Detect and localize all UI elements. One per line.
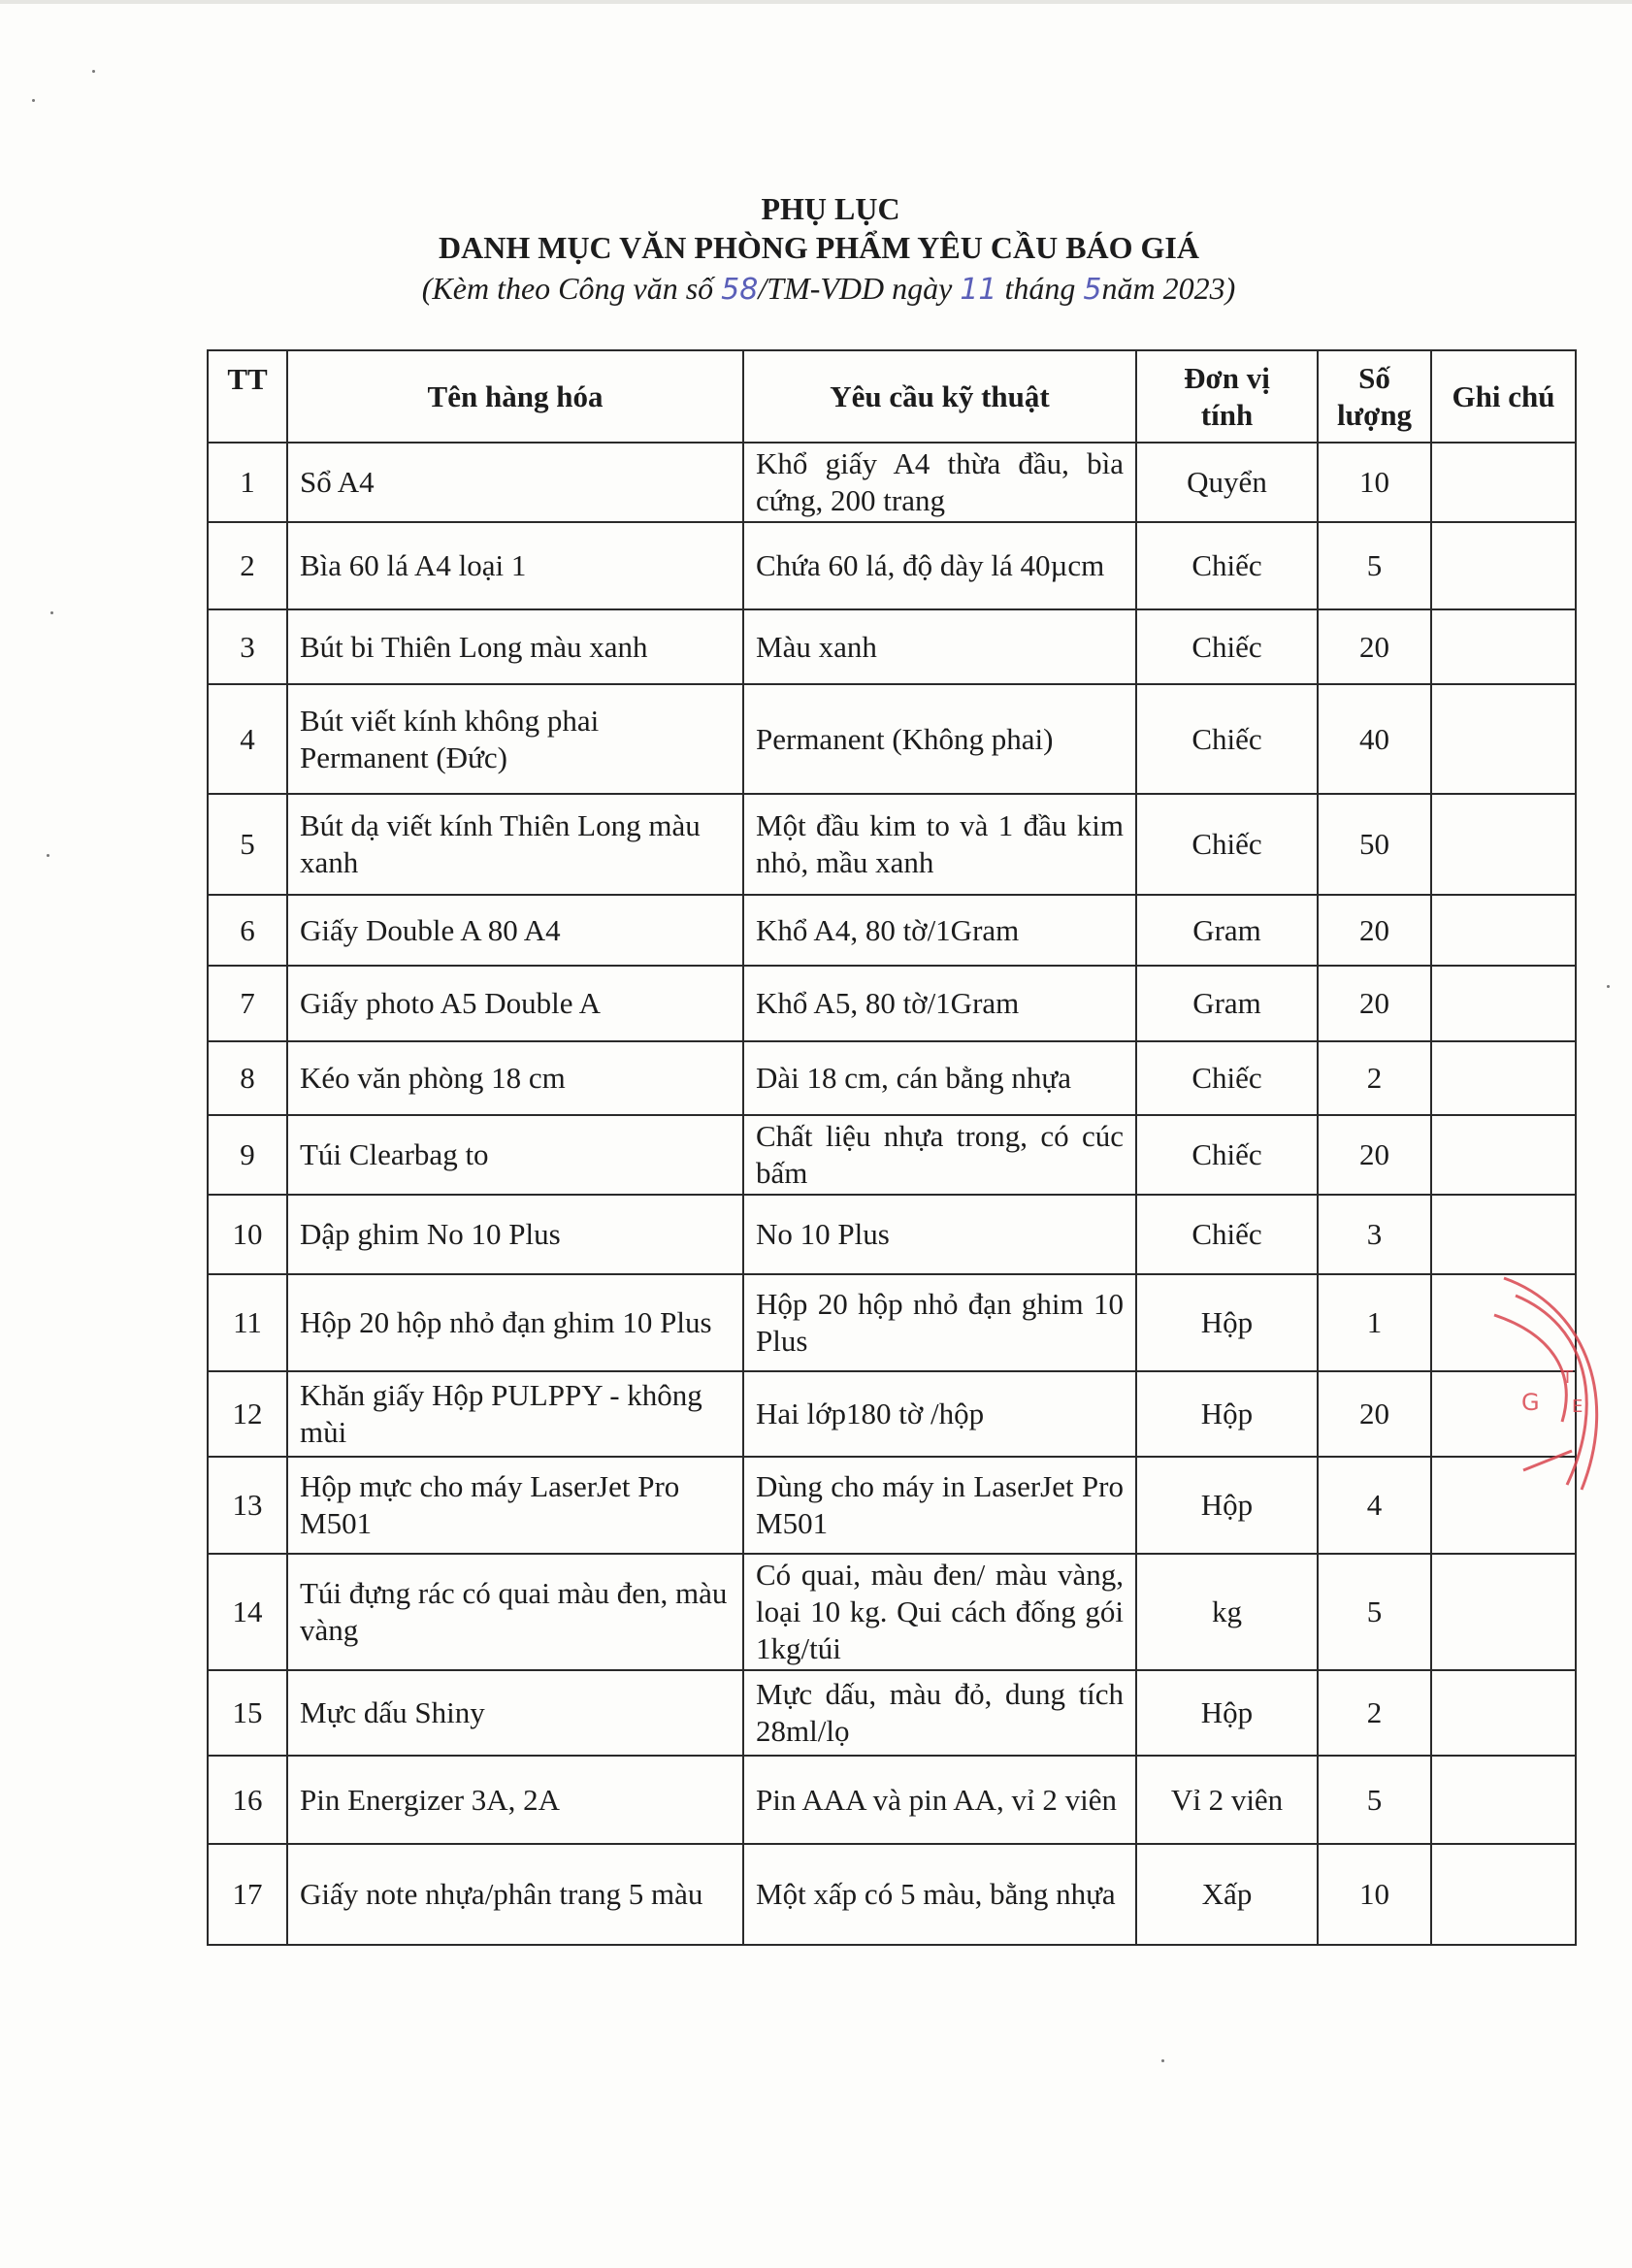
cell-unit: Chiếc: [1136, 1115, 1318, 1195]
scan-speck: [1161, 2059, 1164, 2062]
cell-name: Hộp mực cho máy LaserJet Pro M501: [287, 1457, 743, 1554]
cell-qty: 10: [1318, 443, 1431, 522]
scan-speck: [47, 854, 49, 857]
col-header-tt: TT: [208, 350, 287, 443]
cell-note: [1431, 1115, 1576, 1195]
cell-tt: 10: [208, 1195, 287, 1274]
cell-qty: 20: [1318, 609, 1431, 684]
cell-note: [1431, 794, 1576, 895]
cell-spec: No 10 Plus: [743, 1195, 1136, 1274]
cell-name: Túi đựng rác có quai màu đen, màu vàng: [287, 1554, 743, 1670]
seal-letter: E: [1572, 1397, 1583, 1417]
cell-tt: 16: [208, 1756, 287, 1844]
table-row: [208, 443, 1576, 522]
col-header-spec: Yêu cầu kỹ thuật: [743, 350, 1136, 443]
cell-spec: Dài 18 cm, cán bằng nhựa: [743, 1041, 1136, 1115]
table-row: [208, 966, 1576, 1041]
items-table: [207, 349, 1577, 1946]
cell-unit: Hộp: [1136, 1274, 1318, 1371]
cell-tt: 14: [208, 1554, 287, 1670]
cell-unit: Xấp: [1136, 1844, 1318, 1945]
cell-spec: Hai lớp180 tờ /hộp: [743, 1371, 1136, 1457]
cell-note: [1431, 1041, 1576, 1115]
cell-tt: 12: [208, 1371, 287, 1457]
cell-note: [1431, 966, 1576, 1041]
cell-name: Bút bi Thiên Long màu xanh: [287, 609, 743, 684]
cell-qty: 1: [1318, 1274, 1431, 1371]
cell-note: [1431, 443, 1576, 522]
cell-unit: Chiếc: [1136, 794, 1318, 895]
table-row: [208, 609, 1576, 684]
cell-tt: 1: [208, 443, 287, 522]
cell-spec: Khổ A4, 80 tờ/1Gram: [743, 895, 1136, 966]
col-header-note: Ghi chú: [1431, 350, 1576, 443]
cell-note: [1431, 684, 1576, 794]
col-header-unit-line1: Đơn vị: [1184, 360, 1270, 395]
cell-spec: Permanent (Không phai): [743, 684, 1136, 794]
cell-unit: Chiếc: [1136, 1195, 1318, 1274]
cell-qty: 3: [1318, 1195, 1431, 1274]
cell-tt: 15: [208, 1670, 287, 1756]
cell-spec: Có quai, màu đen/ màu vàng, loại 10 kg. Qui cách đống gói 1kg/túi: [743, 1554, 1136, 1670]
cell-spec: Khổ giấy A4 thừa đầu, bìa cứng, 200 trang: [743, 443, 1136, 522]
cell-qty: 10: [1318, 1844, 1431, 1945]
col-header-qty-line2: lượng: [1336, 397, 1413, 432]
cell-unit: Quyển: [1136, 443, 1318, 522]
table-row: [208, 1115, 1576, 1195]
handwritten-month: 5: [1083, 273, 1102, 307]
cell-qty: 4: [1318, 1457, 1431, 1554]
ref-code: /TM-VDD ngày: [758, 271, 953, 306]
table-row: [208, 1670, 1576, 1756]
cell-spec: Một xấp có 5 màu, bằng nhựa: [743, 1844, 1136, 1945]
cell-unit: Hộp: [1136, 1670, 1318, 1756]
cell-qty: 20: [1318, 966, 1431, 1041]
cell-note: [1431, 1670, 1576, 1756]
cell-tt: 9: [208, 1115, 287, 1195]
table-body: [208, 443, 1576, 1945]
cell-spec: Hộp 20 hộp nhỏ đạn ghim 10 Plus: [743, 1274, 1136, 1371]
cell-tt: 3: [208, 609, 287, 684]
col-header-qty: [1318, 350, 1431, 443]
cell-name: Hộp 20 hộp nhỏ đạn ghim 10 Plus: [287, 1274, 743, 1371]
handwritten-day: 11: [960, 273, 997, 307]
cell-qty: 5: [1318, 522, 1431, 609]
cell-unit: Chiếc: [1136, 522, 1318, 609]
cell-qty: 5: [1318, 1756, 1431, 1844]
cell-name: Pin Energizer 3A, 2A: [287, 1756, 743, 1844]
cell-unit: kg: [1136, 1554, 1318, 1670]
cell-note: [1431, 1554, 1576, 1670]
scan-speck: [32, 99, 35, 102]
cell-tt: 8: [208, 1041, 287, 1115]
doc-reference: [25, 267, 1632, 312]
cell-qty: 20: [1318, 1115, 1431, 1195]
cell-name: Kéo văn phòng 18 cm: [287, 1041, 743, 1115]
col-header-unit-line2: tính: [1200, 397, 1254, 432]
table-row: [208, 1371, 1576, 1457]
cell-name: Bìa 60 lá A4 loại 1: [287, 522, 743, 609]
table-row: [208, 1274, 1576, 1371]
table-row: [208, 1041, 1576, 1115]
cell-spec: Một đầu kim to và 1 đầu kim nhỏ, mầu xanh: [743, 794, 1136, 895]
cell-qty: 2: [1318, 1041, 1431, 1115]
doc-title: PHỤ LỤC: [761, 191, 900, 226]
table-row: [208, 684, 1576, 794]
table-row: [208, 1457, 1576, 1554]
cell-tt: 5: [208, 794, 287, 895]
cell-unit: Chiếc: [1136, 609, 1318, 684]
cell-tt: 6: [208, 895, 287, 966]
cell-note: [1431, 609, 1576, 684]
cell-name: Giấy photo A5 Double A: [287, 966, 743, 1041]
cell-unit: Chiếc: [1136, 684, 1318, 794]
table-row: [208, 1195, 1576, 1274]
cell-unit: Vỉ 2 viên: [1136, 1756, 1318, 1844]
cell-qty: 50: [1318, 794, 1431, 895]
red-seal-stamp-partial: [1465, 1266, 1620, 1519]
seal-graphic: [1465, 1266, 1620, 1519]
cell-spec: Mực dấu, màu đỏ, dung tích 28ml/lọ: [743, 1670, 1136, 1756]
table-row: [208, 794, 1576, 895]
cell-unit: Hộp: [1136, 1457, 1318, 1554]
scan-top-edge: [0, 0, 1632, 4]
cell-tt: 4: [208, 684, 287, 794]
handwritten-doc-number: 58: [721, 273, 759, 307]
cell-qty: 5: [1318, 1554, 1431, 1670]
cell-name: Bút viết kính không phai Permanent (Đức): [287, 684, 743, 794]
cell-tt: 7: [208, 966, 287, 1041]
cell-name: Sổ A4: [287, 443, 743, 522]
scan-speck: [92, 70, 95, 73]
cell-spec: Khổ A5, 80 tờ/1Gram: [743, 966, 1136, 1041]
cell-name: Mực dấu Shiny: [287, 1670, 743, 1756]
scan-speck: [1607, 985, 1610, 988]
cell-tt: 11: [208, 1274, 287, 1371]
cell-qty: 20: [1318, 895, 1431, 966]
cell-tt: 17: [208, 1844, 287, 1945]
col-header-name: Tên hàng hóa: [287, 350, 743, 443]
doc-subtitle: DANH MỤC VĂN PHÒNG PHẨM YÊU CẦU BÁO GIÁ: [439, 230, 1199, 265]
table-row: [208, 1554, 1576, 1670]
cell-name: Dập ghim No 10 Plus: [287, 1195, 743, 1274]
cell-name: Giấy note nhựa/phân trang 5 màu: [287, 1844, 743, 1945]
ref-prefix: (Kèm theo Công văn số: [421, 271, 714, 306]
table-row: [208, 522, 1576, 609]
cell-spec: Chứa 60 lá, độ dày lá 40µcm: [743, 522, 1136, 609]
cell-note: [1431, 1844, 1576, 1945]
table-row: [208, 895, 1576, 966]
cell-qty: 2: [1318, 1670, 1431, 1756]
col-header-unit: [1136, 350, 1318, 443]
cell-spec: Pin AAA và pin AA, vỉ 2 viên: [743, 1756, 1136, 1844]
seal-letter: T: [1562, 1367, 1573, 1388]
cell-unit: Hộp: [1136, 1371, 1318, 1457]
cell-note: [1431, 522, 1576, 609]
cell-unit: Gram: [1136, 966, 1318, 1041]
scan-speck: [50, 611, 53, 614]
ref-year: năm 2023): [1101, 271, 1236, 306]
table-header-row: [208, 350, 1576, 443]
cell-qty: 20: [1318, 1371, 1431, 1457]
cell-name: Bút dạ viết kính Thiên Long màu xanh: [287, 794, 743, 895]
cell-spec: Chất liệu nhựa trong, có cúc bấm: [743, 1115, 1136, 1195]
document-header: [0, 189, 1632, 312]
cell-unit: Chiếc: [1136, 1041, 1318, 1115]
table-row: [208, 1844, 1576, 1945]
cell-note: [1431, 1756, 1576, 1844]
ref-month-label: tháng: [1004, 271, 1076, 306]
cell-name: Giấy Double A 80 A4: [287, 895, 743, 966]
cell-qty: 40: [1318, 684, 1431, 794]
cell-tt: 13: [208, 1457, 287, 1554]
cell-name: Khăn giấy Hộp PULPPY - không mùi: [287, 1371, 743, 1457]
cell-tt: 2: [208, 522, 287, 609]
cell-name: Túi Clearbag to: [287, 1115, 743, 1195]
cell-spec: Màu xanh: [743, 609, 1136, 684]
cell-unit: Gram: [1136, 895, 1318, 966]
seal-letter: G: [1521, 1389, 1540, 1416]
cell-note: [1431, 1195, 1576, 1274]
table-row: [208, 1756, 1576, 1844]
col-header-qty-line1: Số: [1358, 360, 1390, 395]
cell-spec: Dùng cho máy in LaserJet Pro M501: [743, 1457, 1136, 1554]
cell-note: [1431, 895, 1576, 966]
